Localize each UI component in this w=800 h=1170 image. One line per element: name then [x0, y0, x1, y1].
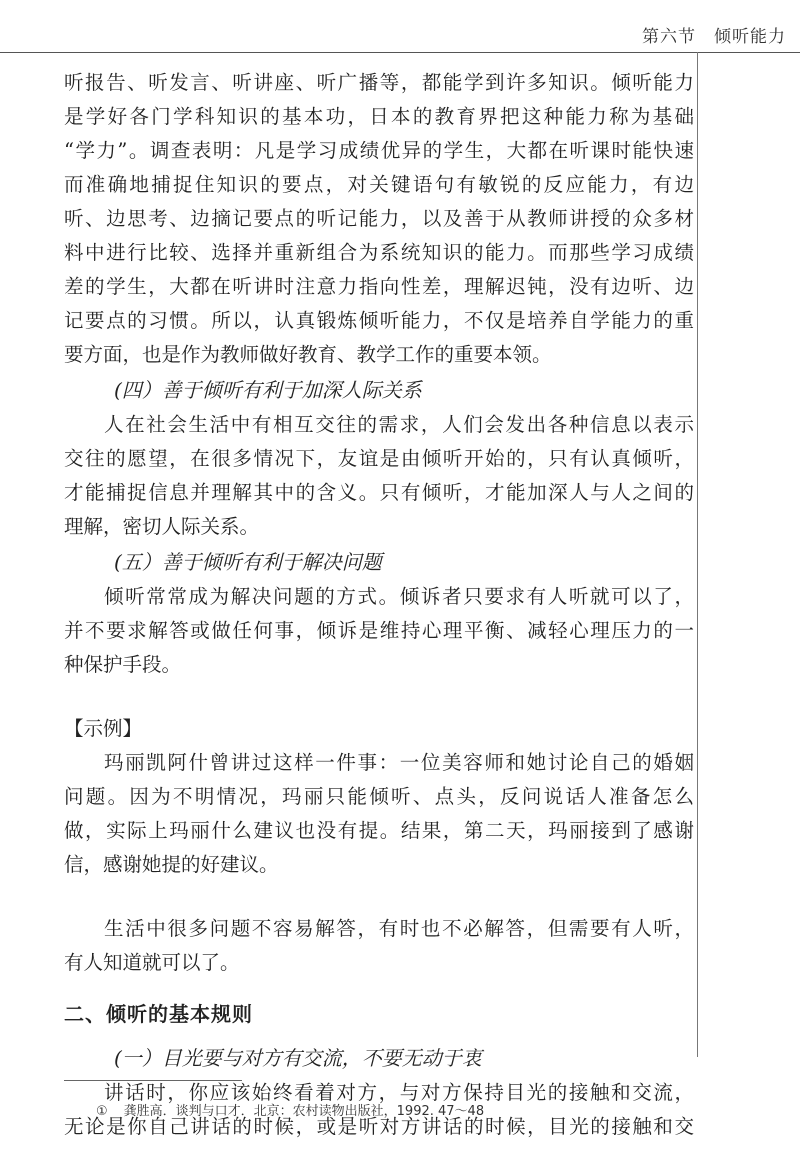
text-line: 信，感谢她提的好建议。	[64, 853, 279, 876]
footnote-text: 龚胜高．谈判与口才．北京：农村读物出版社，1992. 47～48	[123, 1104, 485, 1119]
footnote-rule	[64, 1080, 242, 1081]
text-line: 而准确地捕捉住知识的要点，对关键语句有敏锐的反应能力，有边	[64, 173, 694, 196]
margin-rule	[697, 52, 698, 1057]
text-line: 种保护手段。	[64, 653, 182, 676]
text-line: 倾听常常成为解决问题的方式。倾诉者只要求有人听就可以了，	[104, 585, 694, 608]
text-line: 差的学生，大都在听讲时注意力指向性差，理解迟钝，没有边听、边	[64, 275, 694, 298]
text-line: 要方面，也是作为教师做好教育、教学工作的重要本领。	[64, 343, 552, 366]
section-heading: 二、倾听的基本规则	[64, 1002, 253, 1026]
header-rule	[0, 52, 800, 53]
text-line: 才能捕捉信息并理解其中的含义。只有倾听，才能加深人与人之间的	[64, 481, 694, 504]
paragraph-relationships	[64, 408, 694, 544]
example-paragraph	[64, 746, 694, 882]
text-line: 听、边思考、边摘记要点的听记能力，以及善于从教师讲授的众多材	[64, 207, 694, 230]
text-line: 无论是你自己讲话的时候，或是听对方讲话的时候，目光的接触和交	[64, 1115, 694, 1138]
subheading-eye-contact: (一）目光要与对方有交流，不要无动于衷	[114, 1046, 482, 1070]
text-line: “学力”。调查表明：凡是学习成绩优异的学生，大都在听课时能快速	[64, 139, 694, 162]
text-line: 理解，密切人际关系。	[64, 515, 260, 538]
text-line: 交往的愿望，在很多情况下，友谊是由倾听开始的，只有认真倾听，	[64, 447, 694, 470]
text-line: 并不要求解答或做任何事，倾诉是维持心理平衡、减轻心理压力的一	[64, 619, 694, 642]
page-header-title: 第六节 倾听能力	[642, 27, 786, 47]
spacer	[64, 980, 694, 994]
text-line: 有人知道就可以了。	[64, 951, 240, 974]
text-line: 讲话时，你应该始终看着对方，与对方保持目光的接触和交流，	[104, 1081, 694, 1104]
paragraph-problem-solving	[64, 580, 694, 682]
spacer	[64, 882, 694, 912]
paragraph-conclusion	[64, 912, 694, 980]
text-line: 人在社会生活中有相互交往的需求，人们会发出各种信息以表示	[104, 413, 694, 436]
paragraph-learning	[64, 66, 694, 372]
footnote-marker: ①	[96, 1104, 108, 1119]
text-line: 是学好各门学科知识的基本功，日本的教育界把这种能力称为基础	[64, 105, 694, 128]
footnote	[96, 1100, 484, 1119]
subheading-relationships: (四）善于倾听有利于加深人际关系	[114, 378, 422, 402]
example-label: 【示例】	[64, 717, 143, 740]
text-line: 听报告、听发言、听讲座、听广播等，都能学到许多知识。倾听能力	[64, 71, 694, 94]
text-line: 料中进行比较、选择并重新组合为系统知识的能力。而那些学习成绩	[64, 241, 694, 264]
page-content	[64, 66, 694, 1144]
text-line: 玛丽凯阿什曾讲过这样一件事：一位美容师和她讨论自己的婚姻	[104, 751, 694, 774]
text-line: 问题。因为不明情况，玛丽只能倾听、点头，反问说话人准备怎么	[64, 785, 694, 808]
text-line: 做，实际上玛丽什么建议也没有提。结果，第二天，玛丽接到了感谢	[64, 819, 694, 842]
subheading-problem-solving: (五）善于倾听有利于解决问题	[114, 550, 382, 574]
text-line: 记要点的习惯。所以，认真锻炼倾听能力，不仅是培养自学能力的重	[64, 309, 694, 332]
text-line: 生活中很多问题不容易解答，有时也不必解答，但需要有人听，	[104, 917, 694, 940]
spacer	[64, 682, 694, 712]
